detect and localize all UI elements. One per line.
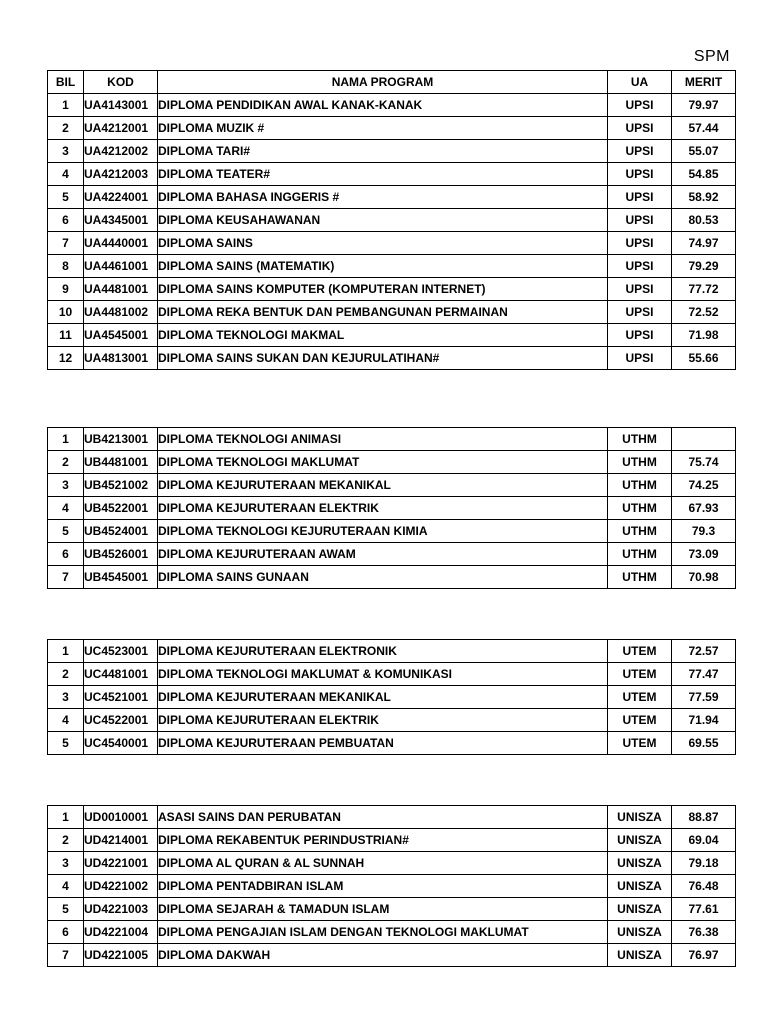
cell-merit: 54.85 xyxy=(672,163,736,186)
cell-ua: UPSI xyxy=(608,117,672,140)
cell-kod: UD0010001 xyxy=(84,806,158,829)
table-row xyxy=(48,898,736,921)
cell-ua: UTEM xyxy=(608,709,672,732)
cell-bil: 9 xyxy=(48,278,84,301)
cell-merit: 57.44 xyxy=(672,117,736,140)
cell-merit: 77.59 xyxy=(672,686,736,709)
cell-nama-program: DIPLOMA SAINS KOMPUTER (KOMPUTERAN INTERNET) xyxy=(158,278,608,301)
cell-nama-program: DIPLOMA KEUSAHAWANAN xyxy=(158,209,608,232)
cell-nama-program: DIPLOMA PENGAJIAN ISLAM DENGAN TEKNOLOGI MAKLUMAT xyxy=(158,921,608,944)
cell-nama-program: DIPLOMA TEKNOLOGI MAKLUMAT & KOMUNIKASI xyxy=(158,663,608,686)
table-row xyxy=(48,186,736,209)
cell-nama-program: DIPLOMA SAINS SUKAN DAN KEJURULATIHAN# xyxy=(158,347,608,370)
cell-kod: UC4523001 xyxy=(84,640,158,663)
cell-kod: UB4522001 xyxy=(84,497,158,520)
cell-nama-program: DIPLOMA MUZIK # xyxy=(158,117,608,140)
cell-merit: 79.97 xyxy=(672,94,736,117)
cell-nama-program: DIPLOMA PENTADBIRAN ISLAM xyxy=(158,875,608,898)
cell-merit: 80.53 xyxy=(672,209,736,232)
table-row xyxy=(48,520,736,543)
table-row xyxy=(48,209,736,232)
cell-kod: UD4221005 xyxy=(84,944,158,967)
cell-kod: UB4481001 xyxy=(84,451,158,474)
table-row xyxy=(48,278,736,301)
cell-kod: UD4221003 xyxy=(84,898,158,921)
cell-nama-program: DIPLOMA REKABENTUK PERINDUSTRIAN# xyxy=(158,829,608,852)
cell-nama-program: DIPLOMA SAINS xyxy=(158,232,608,255)
table-row xyxy=(48,921,736,944)
table-header-row xyxy=(48,71,736,94)
cell-merit: 72.57 xyxy=(672,640,736,663)
cell-merit: 73.09 xyxy=(672,543,736,566)
cell-merit: 76.48 xyxy=(672,875,736,898)
cell-kod: UB4521002 xyxy=(84,474,158,497)
cell-merit: 69.55 xyxy=(672,732,736,755)
cell-ua: UPSI xyxy=(608,186,672,209)
table-row xyxy=(48,324,736,347)
cell-kod: UA4345001 xyxy=(84,209,158,232)
cell-merit: 75.74 xyxy=(672,451,736,474)
cell-bil: 6 xyxy=(48,543,84,566)
cell-kod: UA4212003 xyxy=(84,163,158,186)
cell-bil: 1 xyxy=(48,94,84,117)
cell-kod: UD4214001 xyxy=(84,829,158,852)
cell-bil: 6 xyxy=(48,209,84,232)
table-row xyxy=(48,451,736,474)
cell-kod: UA4440001 xyxy=(84,232,158,255)
header-ua: UA xyxy=(608,71,672,94)
header-nama-program: NAMA PROGRAM xyxy=(158,71,608,94)
cell-kod: UB4545001 xyxy=(84,566,158,589)
cell-ua: UTHM xyxy=(608,474,672,497)
table-row xyxy=(48,497,736,520)
cell-ua: UPSI xyxy=(608,140,672,163)
program-table-uthm xyxy=(47,427,736,589)
cell-ua: UTHM xyxy=(608,497,672,520)
cell-merit: 77.72 xyxy=(672,278,736,301)
cell-bil: 4 xyxy=(48,497,84,520)
cell-nama-program: DIPLOMA KEJURUTERAAN MEKANIKAL xyxy=(158,686,608,709)
cell-bil: 2 xyxy=(48,663,84,686)
cell-merit: 58.92 xyxy=(672,186,736,209)
cell-kod: UA4224001 xyxy=(84,186,158,209)
cell-bil: 11 xyxy=(48,324,84,347)
cell-merit: 77.61 xyxy=(672,898,736,921)
cell-nama-program: DIPLOMA SAINS (MATEMATIK) xyxy=(158,255,608,278)
cell-ua: UPSI xyxy=(608,347,672,370)
cell-kod: UA4212001 xyxy=(84,117,158,140)
cell-ua: UTEM xyxy=(608,686,672,709)
cell-merit: 79.3 xyxy=(672,520,736,543)
cell-nama-program: DIPLOMA KEJURUTERAAN MEKANIKAL xyxy=(158,474,608,497)
cell-merit: 69.04 xyxy=(672,829,736,852)
cell-bil: 7 xyxy=(48,566,84,589)
cell-nama-program: DIPLOMA TEKNOLOGI MAKMAL xyxy=(158,324,608,347)
table-row xyxy=(48,663,736,686)
cell-nama-program: DIPLOMA TEKNOLOGI MAKLUMAT xyxy=(158,451,608,474)
cell-ua: UNISZA xyxy=(608,806,672,829)
cell-ua: UPSI xyxy=(608,255,672,278)
table-row xyxy=(48,347,736,370)
cell-ua: UPSI xyxy=(608,209,672,232)
cell-kod: UA4481002 xyxy=(84,301,158,324)
cell-nama-program: DIPLOMA KEJURUTERAAN ELEKTRIK xyxy=(158,497,608,520)
cell-kod: UD4221002 xyxy=(84,875,158,898)
cell-merit: 76.38 xyxy=(672,921,736,944)
header-kod: KOD xyxy=(84,71,158,94)
cell-ua: UPSI xyxy=(608,163,672,186)
cell-kod: UD4221001 xyxy=(84,852,158,875)
cell-ua: UPSI xyxy=(608,94,672,117)
cell-bil: 5 xyxy=(48,732,84,755)
cell-nama-program: DIPLOMA TEATER# xyxy=(158,163,608,186)
program-table-upsi xyxy=(47,70,736,370)
cell-ua: UNISZA xyxy=(608,921,672,944)
cell-merit: 71.98 xyxy=(672,324,736,347)
table-row xyxy=(48,852,736,875)
cell-merit: 72.52 xyxy=(672,301,736,324)
header-merit: MERIT xyxy=(672,71,736,94)
table-row xyxy=(48,163,736,186)
table-row xyxy=(48,640,736,663)
cell-kod: UA4481001 xyxy=(84,278,158,301)
cell-ua: UTHM xyxy=(608,428,672,451)
cell-bil: 8 xyxy=(48,255,84,278)
cell-ua: UTEM xyxy=(608,732,672,755)
table-row xyxy=(48,875,736,898)
table-row xyxy=(48,944,736,967)
cell-ua: UTHM xyxy=(608,520,672,543)
table-row xyxy=(48,806,736,829)
cell-kod: UA4813001 xyxy=(84,347,158,370)
cell-merit: 67.93 xyxy=(672,497,736,520)
cell-bil: 12 xyxy=(48,347,84,370)
cell-kod: UA4461001 xyxy=(84,255,158,278)
table-row xyxy=(48,474,736,497)
cell-bil: 7 xyxy=(48,232,84,255)
cell-kod: UD4221004 xyxy=(84,921,158,944)
cell-bil: 5 xyxy=(48,186,84,209)
table-row xyxy=(48,117,736,140)
cell-merit: 71.94 xyxy=(672,709,736,732)
cell-nama-program: DIPLOMA KEJURUTERAAN AWAM xyxy=(158,543,608,566)
cell-nama-program: DIPLOMA BAHASA INGGERIS # xyxy=(158,186,608,209)
cell-kod: UC4522001 xyxy=(84,709,158,732)
cell-nama-program: DIPLOMA KEJURUTERAAN ELEKTRIK xyxy=(158,709,608,732)
cell-merit: 76.97 xyxy=(672,944,736,967)
cell-ua: UPSI xyxy=(608,324,672,347)
cell-nama-program: DIPLOMA TEKNOLOGI ANIMASI xyxy=(158,428,608,451)
cell-nama-program: DIPLOMA KEJURUTERAAN ELEKTRONIK xyxy=(158,640,608,663)
cell-bil: 1 xyxy=(48,806,84,829)
page-label: SPM xyxy=(693,48,730,65)
cell-ua: UTHM xyxy=(608,543,672,566)
cell-nama-program: DIPLOMA SEJARAH & TAMADUN ISLAM xyxy=(158,898,608,921)
cell-bil: 4 xyxy=(48,875,84,898)
cell-bil: 2 xyxy=(48,829,84,852)
cell-nama-program: ASASI SAINS DAN PERUBATAN xyxy=(158,806,608,829)
cell-merit: 88.87 xyxy=(672,806,736,829)
cell-kod: UB4526001 xyxy=(84,543,158,566)
cell-bil: 4 xyxy=(48,709,84,732)
cell-merit: 74.25 xyxy=(672,474,736,497)
cell-merit: 55.66 xyxy=(672,347,736,370)
cell-kod: UA4143001 xyxy=(84,94,158,117)
cell-merit: 70.98 xyxy=(672,566,736,589)
cell-nama-program: DIPLOMA PENDIDIKAN AWAL KANAK-KANAK xyxy=(158,94,608,117)
cell-bil: 5 xyxy=(48,520,84,543)
cell-bil: 3 xyxy=(48,474,84,497)
cell-bil: 7 xyxy=(48,944,84,967)
cell-bil: 6 xyxy=(48,921,84,944)
cell-nama-program: DIPLOMA AL QURAN & AL SUNNAH xyxy=(158,852,608,875)
table-row xyxy=(48,428,736,451)
cell-ua: UTHM xyxy=(608,566,672,589)
cell-merit: 74.97 xyxy=(672,232,736,255)
cell-bil: 1 xyxy=(48,640,84,663)
cell-ua: UNISZA xyxy=(608,898,672,921)
table-row xyxy=(48,829,736,852)
cell-kod: UB4213001 xyxy=(84,428,158,451)
cell-nama-program: DIPLOMA KEJURUTERAAN PEMBUATAN xyxy=(158,732,608,755)
cell-ua: UNISZA xyxy=(608,944,672,967)
table-row xyxy=(48,686,736,709)
cell-ua: UTEM xyxy=(608,663,672,686)
cell-nama-program: DIPLOMA SAINS GUNAAN xyxy=(158,566,608,589)
header-bil: BIL xyxy=(48,71,84,94)
table-row xyxy=(48,94,736,117)
program-table-utem xyxy=(47,639,736,755)
cell-bil: 5 xyxy=(48,898,84,921)
table-row xyxy=(48,566,736,589)
program-table-unisza xyxy=(47,805,736,967)
cell-kod: UA4212002 xyxy=(84,140,158,163)
cell-ua: UPSI xyxy=(608,232,672,255)
table-row xyxy=(48,255,736,278)
cell-bil: 3 xyxy=(48,140,84,163)
table-row xyxy=(48,543,736,566)
table-row xyxy=(48,732,736,755)
cell-bil: 2 xyxy=(48,117,84,140)
cell-merit xyxy=(672,428,736,451)
table-row xyxy=(48,232,736,255)
cell-bil: 4 xyxy=(48,163,84,186)
cell-bil: 1 xyxy=(48,428,84,451)
cell-ua: UNISZA xyxy=(608,852,672,875)
cell-ua: UPSI xyxy=(608,278,672,301)
cell-bil: 3 xyxy=(48,852,84,875)
cell-kod: UB4524001 xyxy=(84,520,158,543)
cell-bil: 3 xyxy=(48,686,84,709)
cell-ua: UNISZA xyxy=(608,829,672,852)
table-row xyxy=(48,709,736,732)
cell-nama-program: DIPLOMA TARI# xyxy=(158,140,608,163)
cell-kod: UC4521001 xyxy=(84,686,158,709)
cell-kod: UA4545001 xyxy=(84,324,158,347)
cell-ua: UNISZA xyxy=(608,875,672,898)
cell-nama-program: DIPLOMA TEKNOLOGI KEJURUTERAAN KIMIA xyxy=(158,520,608,543)
cell-ua: UTHM xyxy=(608,451,672,474)
cell-nama-program: DIPLOMA REKA BENTUK DAN PEMBANGUNAN PERMAINAN xyxy=(158,301,608,324)
cell-ua: UPSI xyxy=(608,301,672,324)
table-row xyxy=(48,301,736,324)
table-row xyxy=(48,140,736,163)
cell-kod: UC4481001 xyxy=(84,663,158,686)
cell-nama-program: DIPLOMA DAKWAH xyxy=(158,944,608,967)
cell-merit: 77.47 xyxy=(672,663,736,686)
cell-merit: 79.29 xyxy=(672,255,736,278)
cell-kod: UC4540001 xyxy=(84,732,158,755)
cell-ua: UTEM xyxy=(608,640,672,663)
cell-bil: 10 xyxy=(48,301,84,324)
cell-bil: 2 xyxy=(48,451,84,474)
cell-merit: 79.18 xyxy=(672,852,736,875)
cell-merit: 55.07 xyxy=(672,140,736,163)
